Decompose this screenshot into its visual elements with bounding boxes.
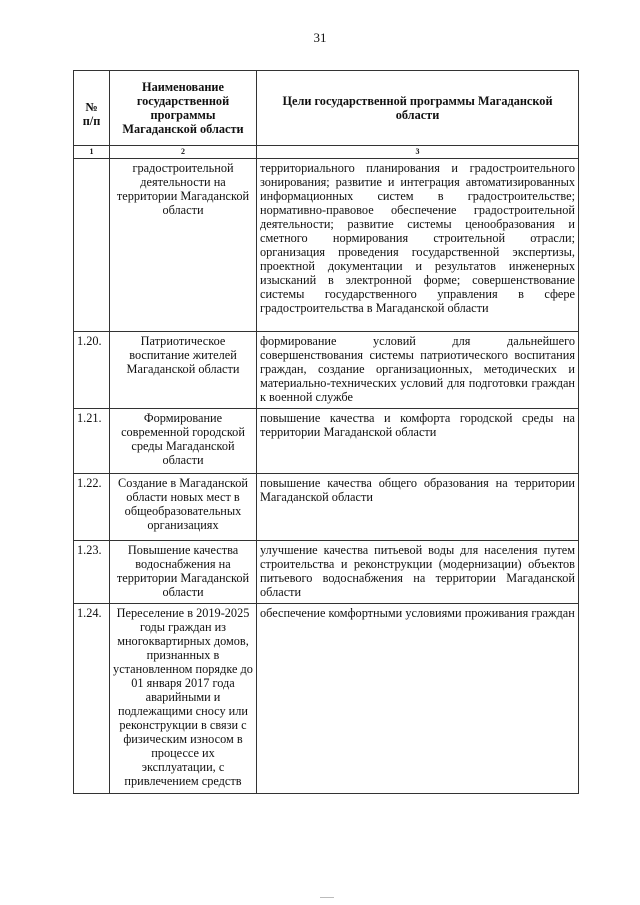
scan-mark: [320, 897, 334, 898]
header-number-label: № п/п: [82, 100, 101, 128]
column-number-1: 1: [74, 146, 110, 159]
table-row: [74, 332, 579, 409]
header-program-name: Наименование государственной программы Магаданской области: [110, 71, 257, 146]
program-goal: обеспечение комфортными условиями проживания граждан: [257, 604, 579, 794]
program-name: градостроительной деятельности на территории Магаданской области: [110, 159, 257, 332]
table-header-row: [74, 71, 579, 146]
column-number-row: [74, 146, 579, 159]
table-row: [74, 159, 579, 332]
header-program-goal: Цели государственной программы Магаданской области: [257, 71, 579, 146]
program-goal: повышение качества общего образования на территории Магаданской области: [257, 474, 579, 541]
program-goal: повышение качества и комфорта городской среды на территории Магаданской области: [257, 409, 579, 474]
row-number: [74, 159, 110, 332]
table-row: [74, 541, 579, 604]
program-name: Патриотическое воспитание жителей Магаданской области: [110, 332, 257, 409]
program-goal: формирование условий для дальнейшего совершенствования системы патриотического воспитания граждан, создание организационных, методических и материально-технических условий для подготовки граждан к военной службе: [257, 332, 579, 409]
table-row: [74, 409, 579, 474]
row-number: 1.20.: [74, 332, 110, 409]
row-number: 1.23.: [74, 541, 110, 604]
page-number: 31: [313, 30, 327, 45]
header-number: [74, 71, 110, 146]
program-name: Переселение в 2019-2025 годы граждан из многоквартирных домов, признанных в установленном порядке до 01 января 2017 года аварийными и подлежащими сносу или реконструкции в связи с физическим износом в процессе их эксплуатации, с привлечением средств: [110, 604, 257, 794]
program-name: Формирование современной городской среды Магаданской области: [110, 409, 257, 474]
program-goal: улучшение качества питьевой воды для населения путем строительства и реконструкции (модернизации) объектов питьевого водоснабжения на территории Магаданской области: [257, 541, 579, 604]
program-name: Создание в Магаданской области новых мест в общеобразовательных организациях: [110, 474, 257, 541]
row-number: 1.24.: [74, 604, 110, 794]
programs-table: [73, 70, 579, 794]
row-number: 1.21.: [74, 409, 110, 474]
row-number: 1.22.: [74, 474, 110, 541]
table-row: [74, 604, 579, 794]
program-goal: территориального планирования и градостроительного зонирования; развитие и интеграция автоматизированных информационных систем в градостроительстве; нормативно-правовое обеспечение градостроительной деятельности; развитие системы ценообразования и сметного нормирования строительной отрасли; организация проведения государственной экспертизы, проектной документации и результатов инженерных изысканий в электронной форме; совершенствование системы государственного управления в сфере градостроительства в Магаданской области: [257, 159, 579, 332]
program-name: Повышение качества водоснабжения на территории Магаданской области: [110, 541, 257, 604]
column-number-2: 2: [110, 146, 257, 159]
column-number-3: 3: [257, 146, 579, 159]
table-row: [74, 474, 579, 541]
